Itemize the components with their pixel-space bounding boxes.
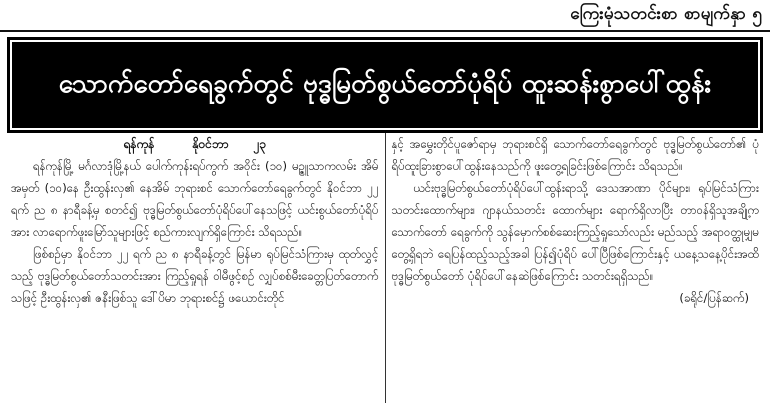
dateline-place: ရန်ကုန်	[123, 137, 155, 151]
headline: သောက်တော်ရေခွက်တွင် ဗုဒ္ဓမြတ်စွယ်တော်ပုံရိပ် ထူးဆန်းစွာပေါ်ထွန်း	[58, 68, 712, 99]
dateline-date	[192, 133, 266, 155]
dateline-month: နိုဝင်ဘာ	[192, 137, 229, 151]
article-column-left	[5, 133, 386, 403]
article-column-right	[386, 133, 766, 403]
dateline-day: ၂၃	[253, 137, 267, 151]
headline-box	[7, 37, 763, 133]
paragraph: နှင့် အမွှေးတိုင်ပူဇော်ရာမှ ဘုရားစင်ရှိ သောက်တော်ရေခွက်တွင် ဗုဒ္ဓမြတ်စွယ်တော်၏ ပုံရိပ်ထူးခြားစွာပေါ်ထွန်းနေသည်ကို ဖူးတွေ့ရခြင်းဖြစ်ကြောင်း သိရသည်။	[391, 137, 759, 173]
page-header	[570, 0, 762, 30]
dateline	[11, 133, 379, 155]
signoff: (ခရိုင်/ပြန်ဆက်)	[679, 291, 749, 305]
paragraph: ယင်းဗုဒ္ဓမြတ်စွယ်တော်ပုံရိပ်ပေါ်ထွန်းရာသို့ ဒေသအာဏာ ပိုင်များ၊ ရုပ်မြင်သံကြားသတင်းထောက်များ၊ ဂျာနယ်သတင်း ထောက်များ ရောက်ရှိလာပြီး တာဝန်ရှိသူအချို့က သောက်တော် ရေခွက်ကို သွန်မှောက်စစ်ဆေးကြည့်ရှုသော်လည်း မည်သည့် အရာဝတ္ထုမျှမတွေ့ရှိရဘဲ ရေပြန်ထည့်သည့်အခါ ပြန်၍ပုံရိပ် ပေါ်ပြီဖြစ်ကြောင်းနှင့် ယနေ့သနေ့ပိုင်းအထိ ဗုဒ္ဓမြတ်စွယ်တော် ပုံရိပ်ပေါ်နေဆဲဖြစ်ကြောင်း သတင်းရရှိသည်။	[391, 181, 759, 283]
article-body	[5, 133, 765, 403]
paragraph: ရန်ကုန်မြို့ မင်္ဂလာဒုံမြို့နယ် ပေါက်ကုန်းရပ်ကွက် အဝိုင်း (၁၀) မဉ္ဇူသာကလမ်း အိမ်အမှတ် (၁၀)နေ ဦးထွန်းလှ၏ နေအိမ် ဘုရားစင် သောက်တော်ရေခွက်တွင် နိုဝင်ဘာ ၂၂ ရက် ည ၈ နာရီခန့်မှ စတင်၍ ဗုဒ္ဓမြတ်စွယ်တော်ပုံရိပ်ပေါ်နေသဖြင့် ယင်းစွယ်တော်ပုံရိပ်အား လာရောက်ဖူးမြော်သူများဖြင့် စည်ကားလျက်ရှိကြောင်း သိရသည်။	[11, 159, 379, 239]
header-rule	[0, 30, 770, 32]
page-label: ကြေးမုံသတင်းစာ စာမျက်နှာ ၅	[570, 3, 762, 24]
paragraph: ဖြစ်စဉ်မှာ နိုဝင်ဘာ ၂၂ ရက် ည ၈ နာရီခန့်တွင် မြန်မာ ရုပ်မြင်သံကြားမှ ထုတ်လွှင့်သည့် ဗုဒ္ဓမြတ်စွယ်တော်သတင်းအား ကြည့်ရှုရန် ဝါမီဖွင့်စဉ် လျှပ်စစ်မီးခေတ္တပြတ်တောက်သဖြင့် ဦးထွန်းလှ၏ ဇနီးဖြစ်သူ ဒေါ်ပိမာ ဘုရားစင်၌ ဖယောင်းတိုင်	[11, 247, 379, 305]
